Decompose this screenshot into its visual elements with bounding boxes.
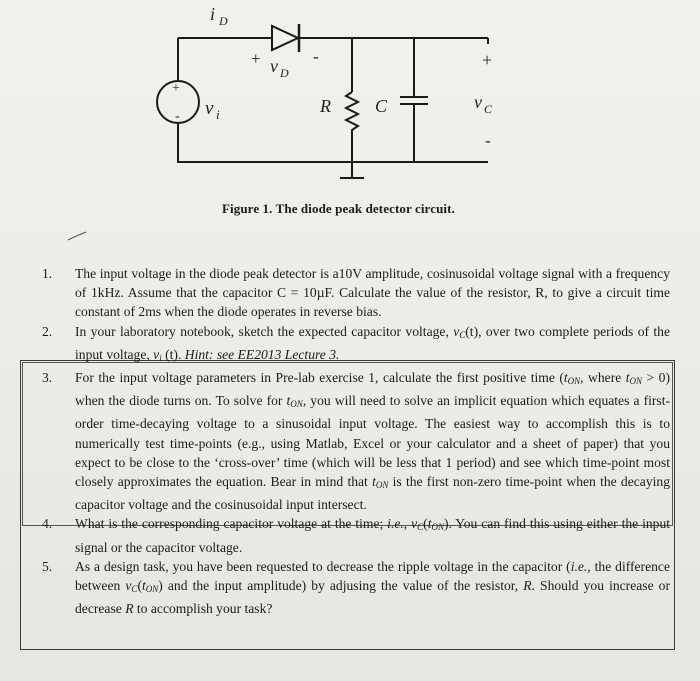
wire-bottom: [178, 124, 488, 162]
question-text: What is the corresponding capacitor voltage at the time; i.e., $v_C(t_{ON})$. You can find this using either the input signal or the capacitor voltage.: [75, 516, 671, 555]
label-r: R: [320, 96, 331, 116]
resistor-icon: [346, 92, 358, 162]
question-3: [40, 368, 670, 514]
label-c: C: [375, 96, 388, 116]
label-vi-sub: i: [216, 107, 220, 122]
label-vc-plus: +: [482, 50, 493, 70]
label-vd-sub: D: [280, 66, 289, 80]
label-vd: v: [270, 56, 278, 76]
question-5: [40, 557, 670, 619]
label-source-plus: +: [172, 81, 180, 96]
pen-mark-icon: [66, 230, 88, 244]
question-number: 4.: [42, 516, 53, 532]
question-1: [40, 264, 670, 322]
hint-text: Hint: see EE2013 Lecture 3.: [184, 346, 340, 362]
question-2: [40, 322, 670, 368]
label-vd-minus: -: [313, 47, 319, 66]
figure-caption: Figure 1. The diode peak detector circuit.: [222, 201, 455, 216]
label-vi: v: [205, 98, 214, 119]
question-number: 1.: [42, 266, 53, 281]
question-text: As a design task, you have been requested to decrease the ripple voltage in the capacitor (i.e., the difference between $v_C(t_{ON})$ and the input amplitude) by adjusing the value of the resistor, R. Should you increase or decrease R to accomplish your task?: [75, 558, 670, 617]
question-4: [40, 514, 670, 556]
question-text: In your laboratory notebook, sketch the expected capacitor voltage, $v_C(t)$, over two complete periods of the input voltage, $v_i$ (t). Hint: see EE2013 Lecture 3.: [75, 323, 670, 363]
question-number: 5.: [42, 558, 53, 574]
label-vc-sub: C: [484, 102, 493, 116]
label-vc-minus: -: [485, 131, 491, 150]
question-number: 2.: [42, 323, 53, 339]
circuit-diagram: [0, 0, 700, 200]
label-id: i: [210, 4, 216, 24]
question-list: [40, 264, 670, 618]
question-text: The input voltage in the diode peak detector is a10V amplitude, cosinusoidal voltage signal with a frequency of 1kHz. Assume that the capacitor C = 10µF. Calculate the value of the resistor, R, to give a circuit time constant of 2ms when the diode operates in reverse bias.: [75, 266, 670, 320]
label-vd-plus: +: [251, 49, 261, 68]
question-text: For the input voltage parameters in Pre-lab exercise 1, calculate the first positive time ($t_{ON}$, where $t_{ON} > 0$) when the diode turns on. To solve for $t_{ON}$, you will need to solve an implicit equation which equates a first-order time-decaying voltage to a sinusoidal input voltage. The easiest way to accomplish this is to numerically test time-points (e.g., using Matlab, Excel or your calculator and a sheet of paper) that you expect to be close to the ‘cross-over’ time (which will be less that 1 period) and see which time-point most closely approximates the equation. Bear in mind that $t_{ON}$ is the first non-zero time-point when the decaying capacitor voltage and the cosinusoidal input intersect.: [75, 370, 670, 513]
diode-icon: [272, 24, 299, 52]
question-number: 3.: [42, 370, 53, 386]
label-id-sub: D: [219, 14, 228, 28]
label-vc: v: [474, 92, 482, 112]
label-source-minus: -: [175, 109, 180, 124]
